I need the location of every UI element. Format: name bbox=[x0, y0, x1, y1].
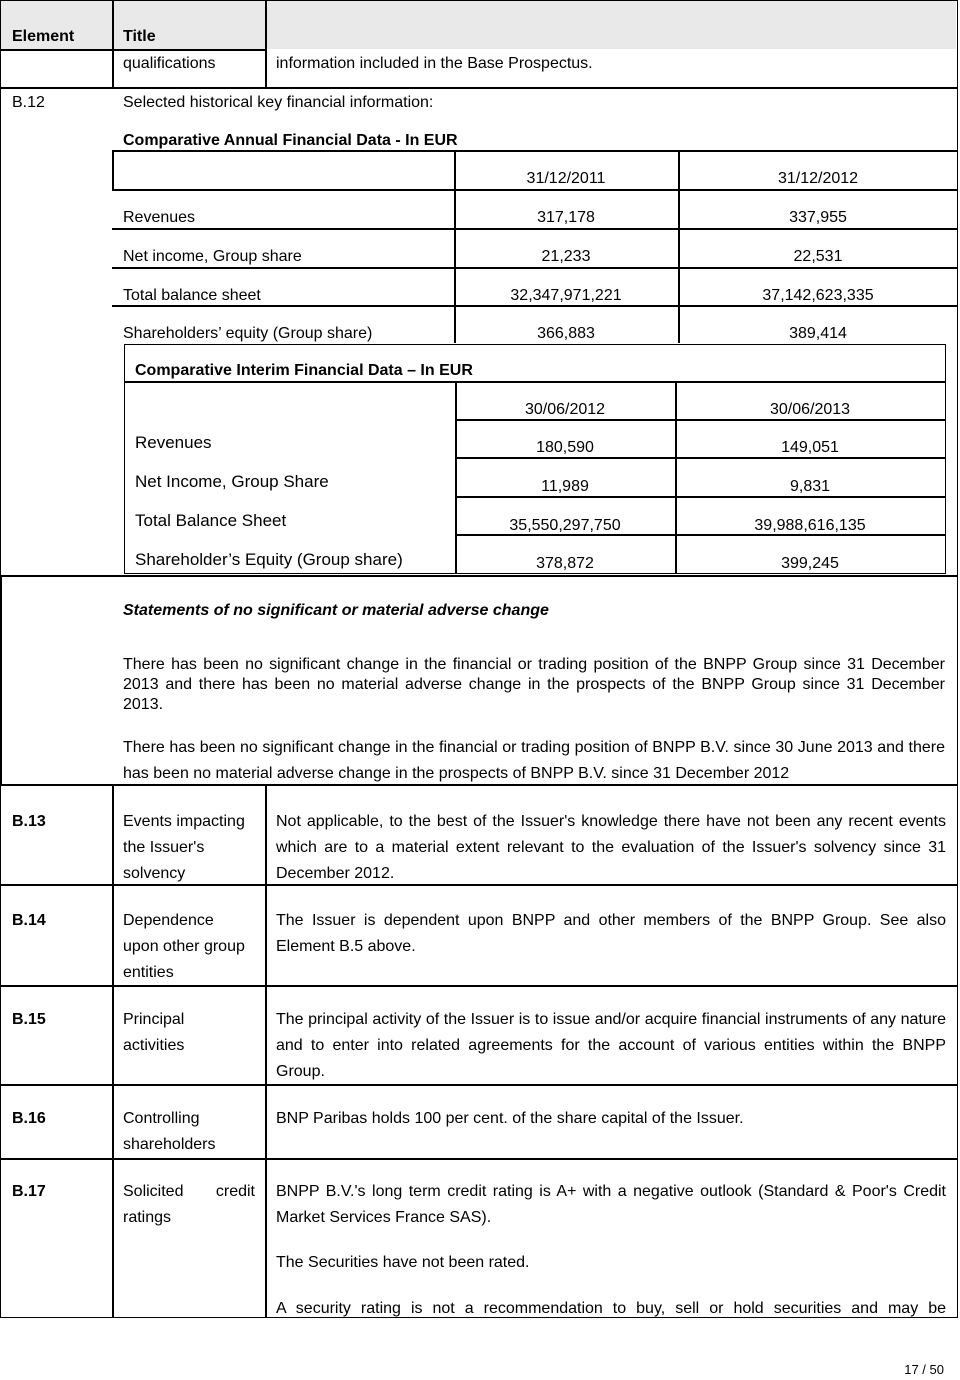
b12-intro: Selected historical key financial information: bbox=[123, 94, 434, 111]
interim-financial-table bbox=[124, 344, 946, 574]
annual-financial-table bbox=[112, 150, 958, 343]
b15-text: The principal activity of the Issuer is to issue and/or acquire financial instruments of any nature and to enter into related agreements for the account of various entities within the BNPP Group. bbox=[276, 1011, 946, 1080]
b16-title: shareholders bbox=[123, 1136, 216, 1153]
header-element: Element bbox=[12, 28, 75, 45]
column-rule-element bbox=[112, 0, 114, 87]
b16-text: BNP Paribas holds 100 per cent. of the share capital of the Issuer. bbox=[276, 1110, 744, 1127]
interim-cell: 149,051 bbox=[781, 439, 839, 456]
statements-heading: Statements of no significant or material adverse change bbox=[123, 602, 549, 619]
b13-text: Not applicable, to the best of the Issuer's knowledge there have not been any recent events which are to a material extent relevant to the evaluation of the Issuer's solvency since 31 December 2012. bbox=[276, 813, 946, 882]
interim-row-label: Revenues bbox=[135, 433, 212, 452]
b12-element-id: B.12 bbox=[12, 94, 45, 111]
b16-title: Controlling bbox=[123, 1110, 200, 1127]
annual-cell: 337,955 bbox=[789, 209, 847, 226]
b13-title: solvency bbox=[123, 865, 186, 882]
annual-cell: 389,414 bbox=[789, 325, 847, 342]
interim-col-2013: 30/06/2013 bbox=[769, 401, 851, 418]
b17-element-id: B.17 bbox=[12, 1183, 46, 1200]
b15-title: Principal bbox=[123, 1011, 185, 1028]
cont-row-title: qualifications bbox=[123, 55, 216, 72]
annual-cell: 366,883 bbox=[537, 325, 595, 342]
b12-left-border bbox=[0, 575, 2, 785]
row-rule-b12 bbox=[0, 87, 958, 89]
annual-row-label: Shareholders’ equity (Group share) bbox=[123, 325, 373, 342]
b13-title: Events impacting bbox=[123, 813, 245, 830]
annual-col-2012: 31/12/2012 bbox=[777, 170, 859, 187]
b14-element-id: B.14 bbox=[12, 912, 46, 929]
row-rule-b15 bbox=[0, 985, 958, 987]
interim-cell: 399,245 bbox=[781, 555, 839, 572]
header-title: Title bbox=[123, 28, 156, 45]
b17-text-not-rated: The Securities have not been rated. bbox=[276, 1254, 530, 1271]
page-number: 17 / 50 bbox=[904, 1362, 944, 1377]
b16-element-id: B.16 bbox=[12, 1110, 46, 1127]
interim-heading: Comparative Interim Financial Data – In EUR bbox=[135, 362, 473, 379]
interim-col-2012: 30/06/2012 bbox=[524, 401, 606, 418]
column-rule-title-lower bbox=[265, 784, 267, 1318]
b13-title: the Issuer's bbox=[123, 839, 205, 856]
b12-tables-bottom-rule bbox=[0, 575, 958, 577]
interim-row-label: Net Income, Group Share bbox=[135, 472, 329, 491]
row-rule-b17 bbox=[0, 1158, 958, 1160]
annual-row-label: Total balance sheet bbox=[123, 287, 261, 304]
interim-cell: 378,872 bbox=[536, 555, 594, 572]
header-rule bbox=[0, 49, 266, 51]
interim-row-label: Total Balance Sheet bbox=[135, 511, 287, 530]
annual-col-2011: 31/12/2011 bbox=[526, 170, 606, 187]
b14-title: Dependence bbox=[123, 912, 214, 929]
interim-cell: 35,550,297,750 bbox=[509, 517, 621, 534]
interim-cell: 9,831 bbox=[789, 478, 831, 495]
b14-title: upon other group bbox=[123, 938, 245, 955]
cont-row-text: information included in the Base Prospectus. bbox=[276, 55, 593, 72]
interim-cell: 180,590 bbox=[536, 439, 594, 456]
column-rule-element-lower bbox=[112, 784, 114, 1318]
annual-heading: Comparative Annual Financial Data - In EUR bbox=[123, 132, 458, 149]
annual-cell: 22,531 bbox=[793, 248, 843, 265]
annual-cell: 37,142,623,335 bbox=[762, 287, 874, 304]
b13-element-id: B.13 bbox=[12, 813, 46, 830]
column-rule-title bbox=[265, 0, 267, 87]
statement-bnpp-group: There has been no significant change in the financial or trading position of the BNPP Group since 31 December 2013 and there has been no material adverse change in the prospects of the BNPP Group since 31 December 2013. bbox=[123, 656, 945, 713]
annual-cell: 32,347,971,221 bbox=[510, 287, 622, 304]
interim-cell: 39,988,616,135 bbox=[754, 517, 866, 534]
b14-title: entities bbox=[123, 964, 174, 981]
annual-cell: 317,178 bbox=[537, 209, 595, 226]
statement-bnpp-bv: There has been no significant change in the financial or trading position of BNPP B.V. since 30 June 2013 and there has been no material adverse change in the prospects of BNPP B.V. since 31 December 2012 bbox=[123, 739, 945, 782]
b17-text-disclaimer: A security rating is not a recommendation to buy, sell or hold securities and may be bbox=[276, 1300, 946, 1317]
annual-cell: 21,233 bbox=[541, 248, 591, 265]
b14-text: The Issuer is dependent upon BNPP and other members of the BNPP Group. See also Element B.5 above. bbox=[276, 912, 946, 955]
b15-title: activities bbox=[123, 1037, 185, 1054]
b17-title: ratings bbox=[123, 1209, 172, 1226]
b17-title: Solicited credit bbox=[123, 1183, 255, 1200]
annual-row-label: Revenues bbox=[123, 209, 196, 226]
interim-cell: 11,989 bbox=[541, 478, 589, 495]
interim-row-label: Shareholder’s Equity (Group share) bbox=[135, 550, 403, 569]
b15-element-id: B.15 bbox=[12, 1011, 46, 1028]
b17-text-rating: BNPP B.V.'s long term credit rating is A+ with a negative outlook (Standard & Poor's Credit Market Services France SAS). bbox=[276, 1183, 946, 1226]
annual-row-label: Net income, Group share bbox=[123, 248, 302, 265]
